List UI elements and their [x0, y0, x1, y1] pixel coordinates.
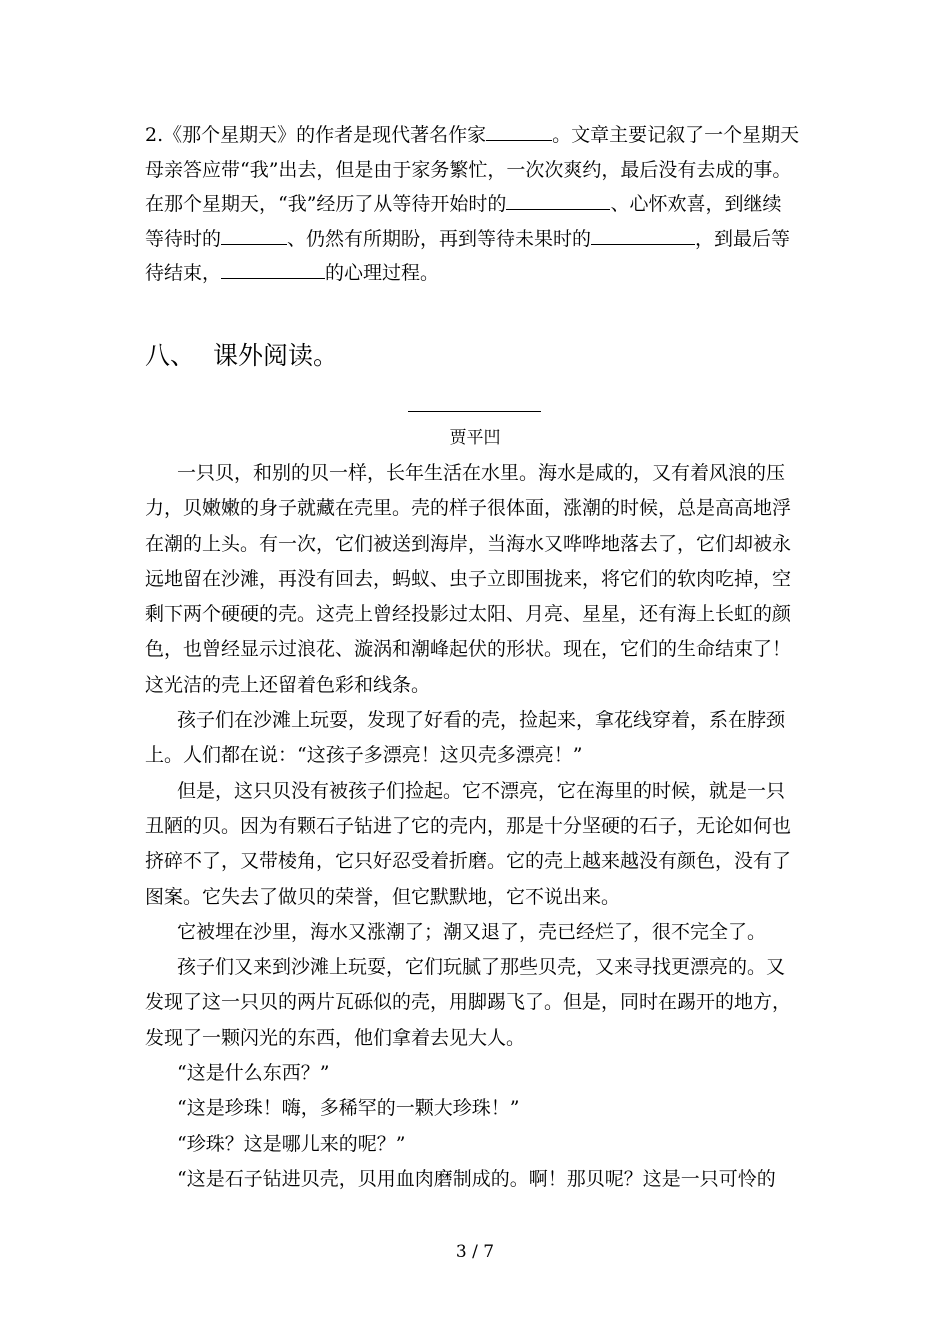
answer-blank: [486, 121, 552, 141]
question-2-line: [145, 256, 815, 291]
passage-line: 上。人们都在说：“这孩子多漂亮！这贝壳多漂亮！”: [145, 744, 583, 767]
answer-blank: [591, 225, 695, 245]
question-2-line: [145, 118, 815, 153]
section-heading: [145, 338, 338, 374]
reading-passage: [145, 456, 805, 1197]
page-number: 3 / 7: [455, 1242, 495, 1262]
passage-line: 挤碎不了，又带棱角，它只好忍受着折磨。它的壳上越来越没有颜色，没有了: [145, 850, 792, 873]
passage-line: 这光洁的壳上还留着色彩和线条。: [145, 673, 431, 696]
question-2-text: 待结束，: [145, 262, 222, 284]
passage-line: 孩子们又来到沙滩上玩耍，它们玩腻了那些贝壳，又来寻找更漂亮的。又: [177, 956, 786, 979]
question-2-line: [145, 153, 815, 188]
passage-line: 在潮的上头。有一次，它们被送到海岸，当海水又哗哗地落去了，它们却被永: [145, 532, 792, 555]
question-2-text: 在那个星期天，“我”经历了从等待开始时的: [145, 193, 507, 215]
question-2-text: ，到最后等: [695, 227, 791, 250]
dialogue-line: “这是什么东西？”: [177, 1062, 330, 1085]
passage-line: 力，贝嫩嫩的身子就藏在壳里。壳的样子很体面，涨潮的时候，总是高高地浮: [145, 497, 792, 520]
question-2-text: 2.《那个星期天》的作者是现代著名作家: [145, 124, 487, 146]
passage-line: 发现了这一只贝的两片瓦砾似的壳，用脚踢飞了。但是，同时在踢开的地方，: [145, 991, 792, 1014]
question-2-line: [145, 187, 815, 222]
question-2-text: 、仍然有所期盼，再到等待未果时的: [287, 227, 592, 250]
passage-line: 图案。它失去了做贝的荣誉，但它默默地，它不说出来。: [145, 885, 621, 908]
passage-title-underline: [408, 411, 541, 412]
question-2-text: 母亲答应带“我”出去，但是由于家务繁忙，一次次爽约，最后没有去成的事。: [145, 158, 792, 181]
passage-line: 一只贝，和别的贝一样，长年生活在水里。海水是咸的，又有着风浪的压: [177, 462, 786, 484]
question-2: [145, 118, 815, 291]
question-2-line: [145, 222, 815, 257]
dialogue-line: “这是珍珠！嗨，多稀罕的一颗大珍珠！”: [177, 1097, 520, 1120]
passage-line: 它被埋在沙里，海水又涨潮了；潮又退了，壳已经烂了，很不完全了。: [177, 920, 767, 943]
question-2-text: 等待时的: [145, 227, 222, 250]
question-2-text: 的心理过程。: [325, 262, 440, 284]
passage-line: 剩下两个硬硬的壳。这壳上曾经投影过太阳、月亮、星星，还有海上长虹的颜: [145, 603, 792, 626]
answer-blank: [506, 190, 610, 210]
section-number: 八、: [145, 341, 196, 370]
passage-line: 但是，这只贝没有被孩子们捡起。它不漂亮，它在海里的时候，就是一只: [177, 779, 786, 802]
passage-line: 丑陋的贝。因为有颗石子钻进了它的壳内，那是十分坚硬的石子，无论如何也: [145, 814, 792, 837]
answer-blank: [221, 225, 287, 245]
question-2-text: 、心怀欢喜，到继续: [610, 193, 782, 215]
passage-line: 色，也曾经显示过浪花、漩涡和潮峰起伏的形状。现在，它们的生命结束了！: [145, 638, 792, 661]
answer-blank: [221, 259, 325, 279]
passage-line: 孩子们在沙滩上玩耍，发现了好看的壳，捡起来，拿花线穿着，系在脖颈: [177, 709, 786, 732]
passage-line: 发现了一颗闪光的东西，他们拿着去见大人。: [145, 1026, 526, 1049]
section-title: 课外阅读。: [213, 341, 339, 370]
passage-line: 远地留在沙滩，再没有回去，蚂蚁、虫子立即围拢来，将它们的软肉吃掉，空: [145, 567, 792, 590]
question-2-text: 。文章主要记叙了一个星期天: [552, 124, 800, 146]
dialogue-line: “这是石子钻进贝壳，贝用血肉磨制成的。啊！那贝呢？这是一只可怜的: [177, 1167, 776, 1190]
passage-author: 贾平凹: [449, 428, 501, 448]
dialogue-line: “珍珠？这是哪儿来的呢？”: [177, 1132, 406, 1155]
